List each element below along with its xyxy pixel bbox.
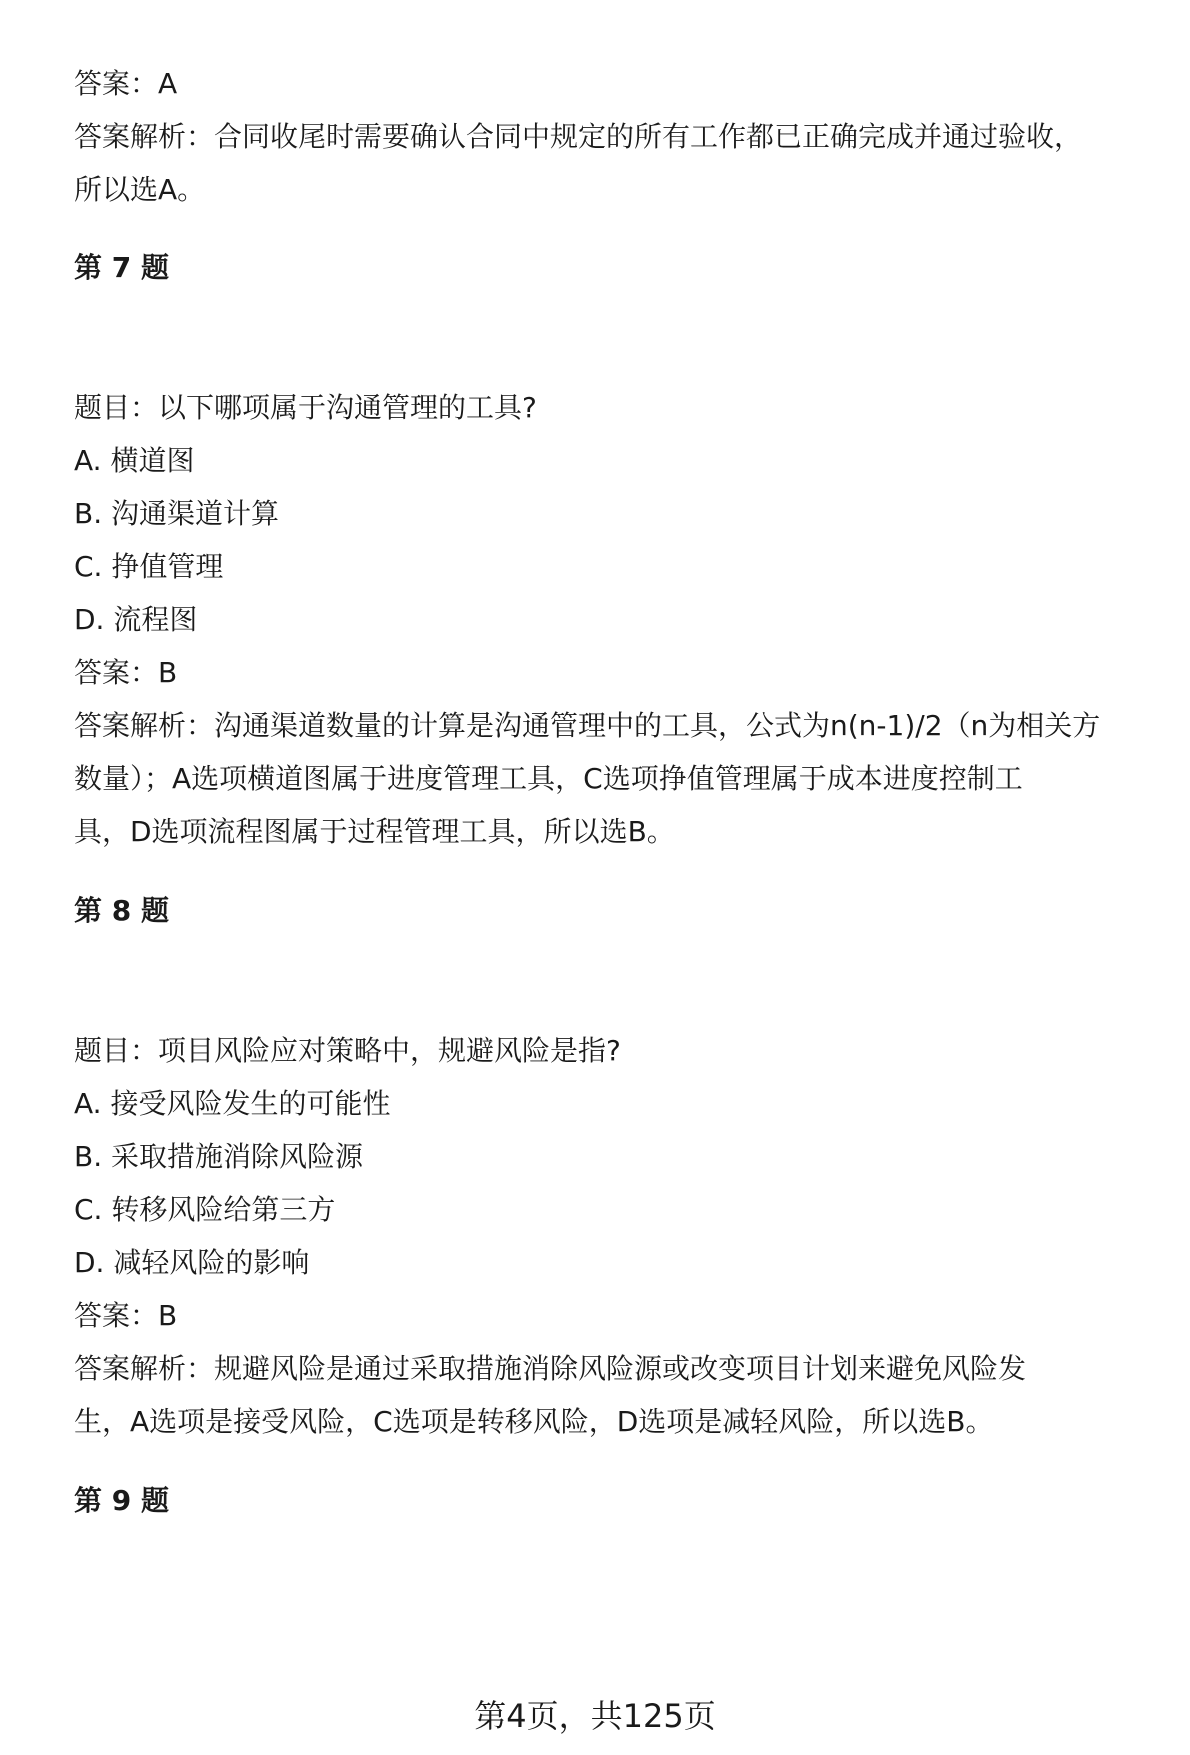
q7-explanation-line-2: 数量）；A选项横道图属于进度管理工具，C选项挣值管理属于成本进度控制工 — [74, 762, 1023, 795]
prev-answer: 答案：A — [74, 67, 178, 100]
q7-explanation-line-3: 具，D选项流程图属于过程管理工具，所以选B。 — [74, 815, 675, 848]
q8-heading: 第 8 题 — [74, 894, 169, 927]
q7-explanation-line-1: 答案解析：沟通渠道数量的计算是沟通管理中的工具，公式为n(n-1)/2（n为相关方 — [74, 709, 1101, 742]
q8-explanation-line-2: 生，A选项是接受风险，C选项是转移风险，D选项是减轻风险，所以选B。 — [74, 1405, 994, 1438]
q8-option-b: B. 采取措施消除风险源 — [74, 1140, 364, 1173]
q8-question: 题目：项目风险应对策略中，规避风险是指? — [74, 1034, 621, 1067]
q9-heading: 第 9 题 — [74, 1484, 169, 1517]
page-number-footer: 第4页，共125页 — [474, 1697, 716, 1735]
q8-option-d: D. 减轻风险的影响 — [74, 1246, 310, 1279]
prev-explanation-line-2: 所以选A。 — [74, 173, 206, 206]
q7-option-b: B. 沟通渠道计算 — [74, 497, 280, 530]
q7-heading: 第 7 题 — [74, 251, 169, 284]
q7-option-d: D. 流程图 — [74, 603, 198, 636]
q8-explanation-line-1: 答案解析：规避风险是通过采取措施消除风险源或改变项目计划来避免风险发 — [74, 1352, 1027, 1385]
q8-option-c: C. 转移风险给第三方 — [74, 1193, 336, 1226]
prev-explanation-line-1: 答案解析：合同收尾时需要确认合同中规定的所有工作都已正确完成并通过验收， — [74, 120, 1083, 153]
q8-answer: 答案：B — [74, 1299, 178, 1332]
q7-option-a: A. 横道图 — [74, 444, 195, 477]
q7-option-c: C. 挣值管理 — [74, 550, 224, 583]
q7-answer: 答案：B — [74, 656, 178, 689]
q7-question: 题目：以下哪项属于沟通管理的工具? — [74, 391, 537, 424]
q8-option-a: A. 接受风险发生的可能性 — [74, 1087, 391, 1120]
